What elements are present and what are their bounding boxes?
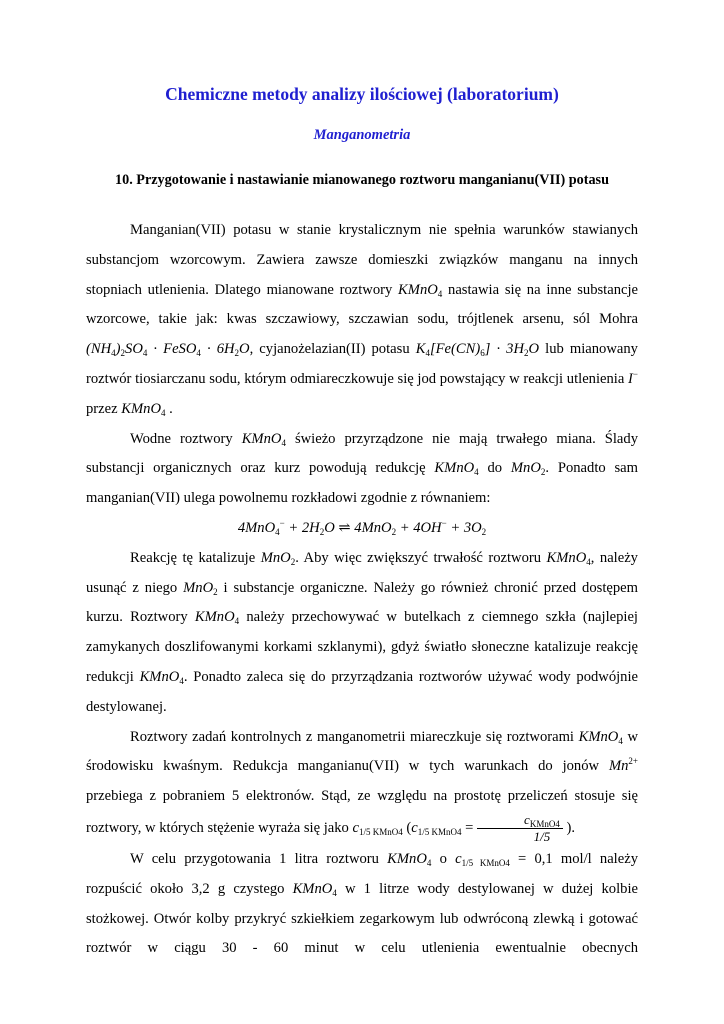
formula-mohr-salt: $(NH_4)_2SO_4$ · FeSO$_4$ · $6H_2O$ bbox=[86, 341, 250, 359]
formula-kmno4: KMnO$_4$ bbox=[121, 400, 166, 418]
paragraph-3: Reakcję tę katalizuje MnO$_2$. Aby więc zwiększyć trwałość roztworu KMnO$_4$, należy usunąć z niego MnO$_2$ i substancje organiczne. Należy go również chronić przed dostępem kurzu. Roztwory KMnO$_4$ należy przechowywać w butelkach z ciemnego szkła (najlepiej zamykanych doszlifowanymi korkami szklanymi), gdyż światło słoneczne katalizuje reakcję redukcji KMnO$_4$. Ponadto zaleca się do przyrządzania roztworów używać wody podwójnie destylowanej. bbox=[86, 549, 639, 715]
paragraph-4: Roztwory zadań kontrolnych z manganometrii miareczkuje się roztworami KMnO$_4$ w środowisku kwaśnym. Redukcja manganianu(VII) w tych warunkach do jonów $Mn^{2+}$ przebiega z pobraniem 5 elektronów. Stąd, ze względu na prostotę przeliczeń stosuje się roztwory, w których stężenie wyraża się jako $c_{1/5 KMnO4}$ ($c_{1/5 KMnO4}$ = $\frac{c_{KMnO4}}{1/5}$ ). bbox=[86, 728, 638, 844]
formula-kmno4: KMnO$_4$ bbox=[434, 460, 479, 478]
formula-iodide: I− bbox=[628, 368, 638, 387]
formula-kmno4: KMnO$_4$ bbox=[398, 281, 443, 299]
document-subtitle: Manganometria bbox=[313, 127, 411, 143]
formula-ferrocyanide: $K_4[Fe(CN)_6] \cdot 3H_2O$ bbox=[415, 341, 540, 359]
formula-kmno4: KMnO$_4$ bbox=[194, 609, 240, 627]
document-body bbox=[86, 216, 638, 964]
formula-kmno4: KMnO$_4$ bbox=[578, 728, 623, 746]
formula-mno2: MnO$_2$ bbox=[183, 579, 218, 597]
fraction-concentration: $\frac{c_{KMnO4}}{1/5}$ bbox=[477, 812, 563, 845]
paragraph-2: Wodne roztwory KMnO$_4$ świeżo przyrządzone nie mają trwałego miana. Ślady substancji organicznych oraz kurz powodują redukcję KMnO$_4$ do MnO$_2$. Ponadto sam manganian(VII) ulega powolnemu rozkładowi zgodnie z równaniem: bbox=[86, 430, 639, 507]
paragraph-5: W celu przygotowania 1 litra roztworu KMnO$_4$ o $c_{1/5 KMnO4} = 0,1$ mol/l należy rozpuścić około 3,2 g czystego KMnO$_4$ w 1 litrze wody destylowanej w dużej kolbie stożkowej. Otwór kolby przykryć szkiełkiem zegarkowym lub odwróconą zlewką i gotować roztwór w ciągu 30 - 60 minut w celu utlenienia ewentualnie obecnych bbox=[86, 850, 638, 957]
formula-c-one-fifth: $c_{1/5 KMnO4}$ bbox=[411, 819, 462, 837]
document-title: Chemiczne metody analizy ilościowej (laboratorium) bbox=[165, 84, 559, 104]
formula-kmno4: KMnO$_4$ bbox=[546, 549, 591, 567]
decomposition-equation: $4MnO_4^- + 2H_2O$ ⇌ $4MnO_2 + 4OH^- + 3O_2$ bbox=[237, 517, 487, 537]
formula-kmno4: KMnO$_4$ bbox=[387, 850, 432, 868]
formula-kmno4: KMnO$_4$ bbox=[241, 430, 286, 448]
section-heading: 10. Przygotowanie i nastawianie mianowanego roztworu manganianu(VII) potasu bbox=[115, 172, 609, 188]
paragraph-1: Manganian(VII) potasu w stanie krystalicznym nie spełnia warunków stawianych substancjom wzorcowym. Zawiera zawsze domieszki związków manganu na innych stopniach utlenienia. Dlatego mianowane roztwory KMnO$_4$ nastawia się na inne substancje wzorcowe, takie jak: kwas szczawiowy, szczawian sodu, trójtlenek arsenu, sól Mohra $(NH_4)_2SO_4$ · FeSO$_4$ · $6H_2O$, cyjanożelazian(II) potasu $K_4[Fe(CN)_6] \cdot 3H_2O$ lub mianowany roztwór tiosiarczanu sodu, którym odmiareczkowuje się jod powstający w reakcji utlenienia I− przez KMnO$_4$ . bbox=[86, 222, 639, 418]
formula-c-one-fifth: $c_{1/5 KMnO4}$ bbox=[352, 819, 403, 837]
formula-kmno4: KMnO$_4$ bbox=[139, 668, 184, 686]
concentration-value: 0,1 bbox=[534, 850, 553, 867]
formula-mn2-ion: $Mn^{2+}$ bbox=[608, 756, 638, 775]
formula-kmno4: KMnO$_4$ bbox=[292, 880, 337, 898]
formula-c-one-fifth: $c_{1/5 KMnO4}$ bbox=[455, 850, 510, 868]
formula-mno2: MnO$_2$ bbox=[510, 460, 546, 478]
formula-mno2: MnO$_2$ bbox=[260, 549, 296, 567]
